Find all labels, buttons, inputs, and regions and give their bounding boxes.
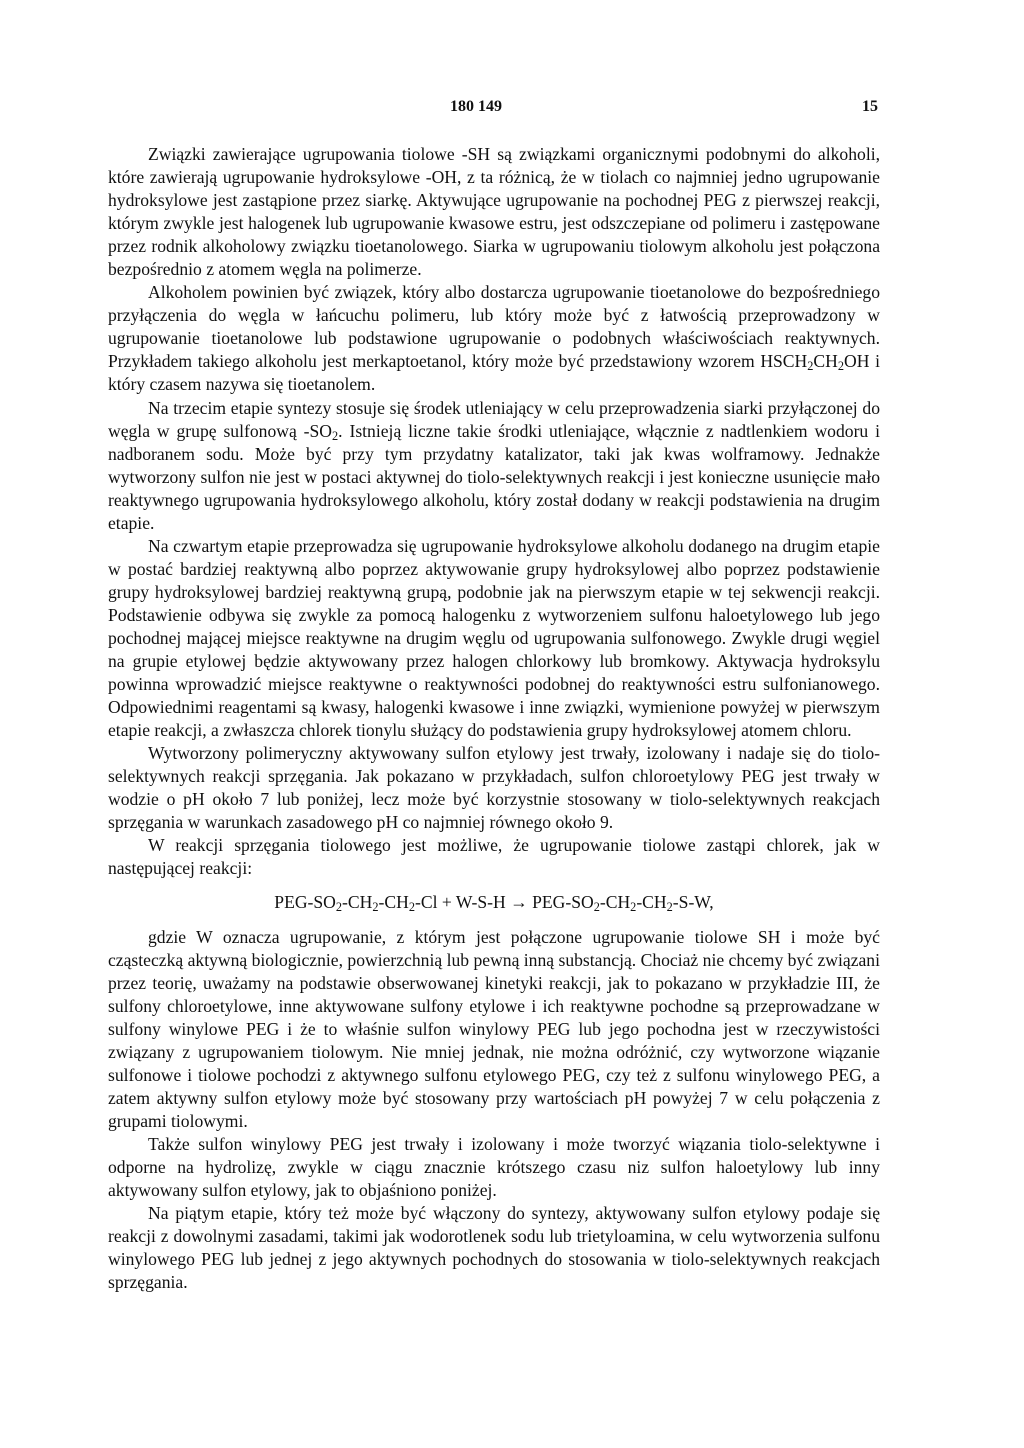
document-body: [108, 143, 880, 1294]
paragraph-coupling-reaction: W reakcji sprzęgania tiolowego jest możliwe, że ugrupowanie tiolowe zastąpi chlorek, jak w następującej reakcji:: [108, 835, 880, 879]
paragraph-ethyl-sulfone: Wytworzony polimeryczny aktywowany sulfon etylowy jest trwały, izolowany i nadaje się do tiolo-selektywnych reakcji sprzęgania. Jak pokazano w przykładach, sulfon chloroetylowy PEG jest trwały w wodzie o pH około 7 lub poniżej, lecz może być korzystnie stosowany w tiolo-selektywnych reakcjach sprzęgania w warunkach zasadowego pH co najmniej równego około 9.: [108, 743, 880, 833]
paragraph-fifth-step: Na piątym etapie, który też może być włączony do syntezy, aktywowany sulfon etylowy podaje się reakcji z dowolnymi zasadami, takimi jak wodorotlenek sodu lub trietyloamina, w celu wytworzenia sulfonu winylowego PEG lub jednej z jego aktywnych pochodnych do stosowania w tiolo-selektywnych reakcjach sprzęgania.: [108, 1203, 880, 1293]
paragraph-oxidizing-agent: Na trzecim etapie syntezy stosuje się środek utleniający w celu przeprowadzenia siarki przyłączonej do węgla w grupę sulfonową $-SO_2$. Istnieją liczne takie środki utleniające, włącznie z nadtlenkiem wodoru i nadboranem sodu. Może być przy tym przydatny katalizator, taki jak kwas wolframowy. Jednakże wytworzony sulfon nie jest w postaci aktywnej do tiolo-selektywnych reakcji i jest konieczne usunięcie mało reaktywnego ugrupowania hydroksylowego alkoholu, który został dodany w reakcji podstawienia na drugim etapie.: [108, 397, 881, 533]
page-header: [0, 98, 1024, 124]
page-number: 15: [862, 98, 878, 115]
paragraph-fourth-step: Na czwartym etapie przeprowadza się ugrupowanie hydroksylowe alkoholu dodanego na drugim etapie w postać bardziej reaktywną albo poprzez aktywowanie grupy hydroksylowej albo poprzez podstawienie grupy hydroksylowej bardziej reaktywną grupą, podobnie jak na pierwszym etapie w tej sekwencji reakcji. Podstawienie odbywa się zwykle za pomocą halogenku z wytworzeniem sulfonu haloetylowego lub jego pochodnej mającej miejsce reaktywne na drugim węglu od ugrupowania sulfonowego. Zwykle drugi węgiel na grupie etylowej będzie aktywowany przez halogen chlorkowy lub bromkowy. Aktywacja hydroksylu powinna wprowadzić miejsce reaktywne o reaktywności podobnej do reaktywności estru sulfonianowego. Odpowiednimi reagentami są kwasy, halogenki kwasowe i inne związki, wymienione powyżej w pierwszym etapie reakcji, a zwłaszcza chlorek tionylu służący do podstawienia grupy hydroksylowej atomem chloru.: [108, 535, 880, 741]
patent-number: 180 149: [450, 98, 502, 115]
reaction-equation: PEG-$SO_2-CH_2-CH_2-Cl + W-S-H \to PEG-SO_2-CH_2-CH_2-S-W$,: [274, 891, 714, 914]
paragraph-where-w: gdzie W oznacza ugrupowanie, z którym jest połączone ugrupowanie tiolowe SH i może być cząsteczką aktywną biologicznie, powierzchnią lub pewną inną substancją. Chociaż nie chcemy być związani przez teorię, uważamy na podstawie obserwowanej kinetyki reakcji, jak to pokazano w przykładzie III, że sulfony chloroetylowe, inne aktywowane sulfony etylowe i ich reaktywne pochodne są przeprowadzane w sulfony winylowe PEG i że to właśnie sulfon winylowy PEG lub jego pochodna jest w rzeczywistości związany z ugrupowaniem tiolowym. Nie mniej jednak, nie można odróżnić, czy wytworzone wiązanie sulfonowe i tiolowe pochodzi z aktywnego sulfonu etylowego PEG, czy też z sulfonu winylowego PEG, a zatem aktywny sulfon etylowy może być stosowany przy wartościach pH powyżej 7 w celu połączenia z grupami tiolowymi.: [108, 926, 880, 1131]
paragraph-thiol-compounds: Związki zawierające ugrupowania tiolowe -SH są związkami organicznymi podobnymi do alkoholi, które zawierają ugrupowanie hydroksylowe -OH, z ta różnicą, że w tiolach co najmniej jedno ugrupowanie hydroksylowe jest zastąpione przez siarkę. Aktywujące ugrupowanie na pochodnej PEG z pierwszej reakcji, którym zwykle jest halogenek lub ugrupowanie kwasowe estru, jest odszczepiane od polimeru i zastępowane przez rodnik alkoholowy związku tioetanolowego. Siarka w ugrupowaniu tiolowym alkoholu jest połączona bezpośrednio z atomem węgla na polimerze.: [108, 144, 880, 280]
paragraph-vinyl-sulfone: Także sulfon winylowy PEG jest trwały i izolowany i może tworzyć wiązania tiolo-selektywne i odporne na hydrolizę, zwykle w ciągu znacznie krótszego czasu niz sulfon haloetylowy lub inny aktywowany sulfon etylowy, jak to objaśniono poniżej.: [108, 1133, 880, 1201]
paragraph-alcohol: Alkoholem powinien być związek, który albo dostarcza ugrupowanie tioetanolowe do bezpośredniego przyłączenia do węgla w łańcuchu polimeru, lub który może być z łatwością przeprowadzony w ugrupowanie tioetanolowe lub podstawione ugrupowanie o podobnych właściwościach reaktywnych. Przykładem takiego alkoholu jest merkaptoetanol, który może być przedstawiony wzorem $HSCH_2CH_2OH$ i który czasem nazywa się tioetanolem.: [108, 282, 880, 395]
